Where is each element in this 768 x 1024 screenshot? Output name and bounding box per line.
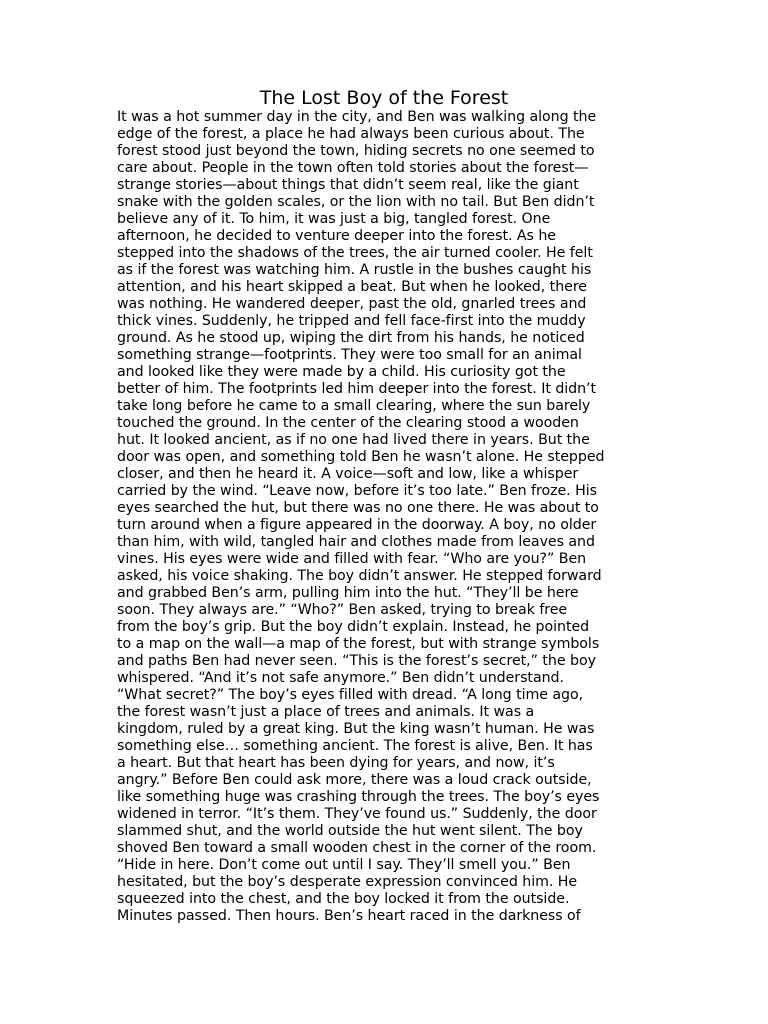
body-text-line: and paths Ben had never seen. “This is the forest’s secret,” the boy: [117, 653, 596, 669]
body-text-line: edge of the forest, a place he had always been curious about. The: [117, 126, 585, 142]
body-text-line: ground. As he stood up, wiping the dirt from his hands, he noticed: [117, 330, 585, 346]
body-text-line: “Hide in here. Don’t come out until I say. They’ll smell you.” Ben: [117, 857, 571, 873]
body-text-line: than him, with wild, tangled hair and clothes made from leaves and: [117, 534, 595, 550]
body-text-line: attention, and his heart skipped a beat. But when he looked, there: [117, 279, 587, 295]
body-text-line: a heart. But that heart has been dying for years, and now, it’s: [117, 755, 555, 771]
body-text-line: vines. His eyes were wide and filled with fear. “Who are you?” Ben: [117, 551, 587, 567]
body-text-line: asked, his voice shaking. The boy didn’t answer. He stepped forward: [117, 568, 602, 584]
body-text-line: slammed shut, and the world outside the hut went silent. The boy: [117, 823, 583, 839]
body-text-line: was nothing. He wandered deeper, past the old, gnarled trees and: [117, 296, 587, 312]
body-text-line: snake with the golden scales, or the lion with no tail. But Ben didn’t: [117, 194, 595, 210]
body-text-line: hesitated, but the boy’s desperate expression convinced him. He: [117, 874, 578, 890]
body-text-line: something strange—footprints. They were too small for an animal: [117, 347, 582, 363]
body-text-line: touched the ground. In the center of the clearing stood a wooden: [117, 415, 579, 431]
body-text-line: stepped into the shadows of the trees, the air turned cooler. He felt: [117, 245, 593, 261]
body-text-line: Minutes passed. Then hours. Ben’s heart raced in the darkness of: [117, 908, 581, 924]
body-text-line: take long before he came to a small clearing, where the sun barely: [117, 398, 591, 414]
body-text-line: care about. People in the town often told stories about the forest—: [117, 160, 589, 176]
body-text-line: “What secret?” The boy’s eyes filled with dread. “A long time ago,: [117, 687, 584, 703]
body-text-line: forest stood just beyond the town, hiding secrets no one seemed to: [117, 143, 595, 159]
body-text-line: closer, and then he heard it. A voice—soft and low, like a whisper: [117, 466, 579, 482]
body-text-line: hut. It looked ancient, as if no one had lived there in years. But the: [117, 432, 590, 448]
document-body: [117, 109, 657, 925]
body-text-line: believe any of it. To him, it was just a big, tangled forest. One: [117, 211, 551, 227]
body-text-line: shoved Ben toward a small wooden chest in the corner of the room.: [117, 840, 597, 856]
body-text-line: and looked like they were made by a child. His curiosity got the: [117, 364, 566, 380]
body-text-line: as if the forest was watching him. A rustle in the bushes caught his: [117, 262, 592, 278]
body-text-line: squeezed into the chest, and the boy locked it from the outside.: [117, 891, 570, 907]
body-text-line: carried by the wind. “Leave now, before it’s too late.” Ben froze. His: [117, 483, 597, 499]
document-title: The Lost Boy of the Forest: [259, 87, 509, 109]
body-text-line: thick vines. Suddenly, he tripped and fell face-first into the muddy: [117, 313, 586, 329]
body-text-line: angry.” Before Ben could ask more, there was a loud crack outside,: [117, 772, 592, 788]
body-text-line: soon. They always are.” “Who?” Ben asked, trying to break free: [117, 602, 568, 618]
body-text-line: strange stories—about things that didn’t seem real, like the giant: [117, 177, 579, 193]
body-text-line: door was open, and something told Ben he wasn’t alone. He stepped: [117, 449, 605, 465]
body-text-line: afternoon, he decided to venture deeper into the forest. As he: [117, 228, 556, 244]
body-text-line: better of him. The footprints led him deeper into the forest. It didn’t: [117, 381, 597, 397]
body-text-line: eyes searched the hut, but there was no one there. He was about to: [117, 500, 599, 516]
body-text-line: kingdom, ruled by a great king. But the king wasn’t human. He was: [117, 721, 595, 737]
body-text-line: It was a hot summer day in the city, and Ben was walking along the: [117, 109, 597, 125]
body-text-line: the forest wasn’t just a place of trees and animals. It was a: [117, 704, 535, 720]
body-text-line: whispered. “And it’s not safe anymore.” Ben didn’t understand.: [117, 670, 564, 686]
body-text-line: turn around when a figure appeared in the doorway. A boy, no older: [117, 517, 597, 533]
body-text-line: like something huge was crashing through the trees. The boy’s eyes: [117, 789, 600, 805]
body-text-line: and grabbed Ben’s arm, pulling him into the hut. “They’ll be here: [117, 585, 579, 601]
body-text-line: from the boy’s grip. But the boy didn’t explain. Instead, he pointed: [117, 619, 590, 635]
body-text-line: to a map on the wall—a map of the forest, but with strange symbols: [117, 636, 600, 652]
body-text-line: widened in terror. “It’s them. They’ve found us.” Suddenly, the door: [117, 806, 597, 822]
body-text-line: something else… something ancient. The forest is alive, Ben. It has: [117, 738, 593, 754]
